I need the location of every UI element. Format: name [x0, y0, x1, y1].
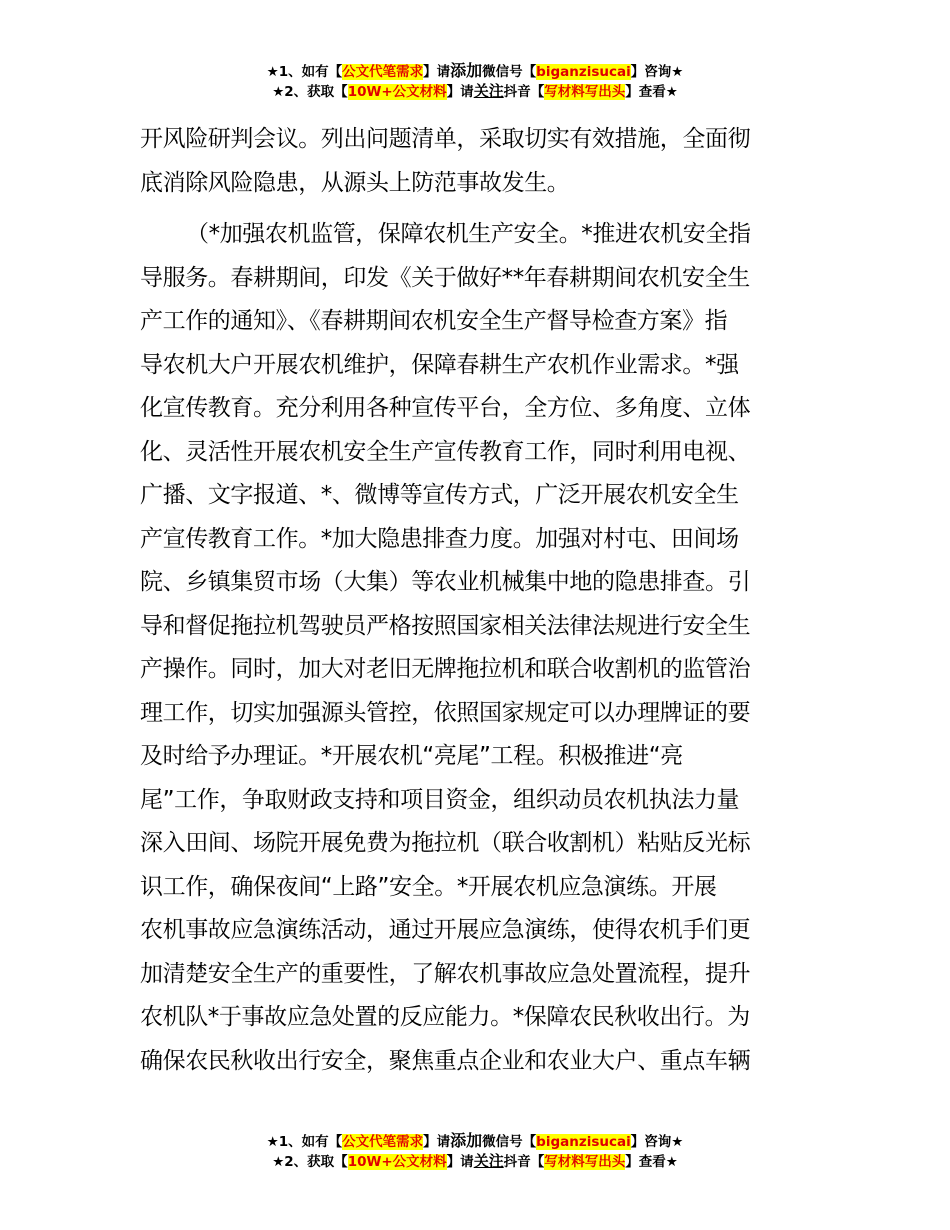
banner-line-2: ★2、获取【10W+公文材料】请关注抖音【写材料写出头】查看★ [272, 82, 678, 100]
banner-line-1: ★1、如有【公文代笔需求】请添加微信号【biganzisucai】咨询★ [266, 61, 684, 80]
text-line: 深入田间、场院开展免费为拖拉机（联合收割机）粘贴反光标 [140, 830, 751, 856]
banner-line-2: ★2、获取【10W+公文材料】请关注抖音【写材料写出头】查看★ [272, 1152, 678, 1170]
highlight-materials: 10W+公文材料 [347, 84, 447, 100]
paragraph-2 [140, 213, 820, 1083]
text-line: 院、乡镇集贸市场（大集）等农业机械集中地的隐患排查。引 [140, 569, 751, 595]
highlight-wechat-id: biganzisucai [536, 64, 631, 80]
text-line: 理工作，切实加强源头管控，依照国家规定可以办理牌证的要 [140, 699, 751, 726]
text-line: 产操作。同时，加大对老旧无牌拖拉机和联合收割机的监管治 [140, 656, 751, 682]
text-line: 化、灵活性开展农机安全生产宣传教育工作，同时利用电视、 [140, 438, 751, 465]
text-line: 导农机大户开展农机维护，保障春耕生产农机作业需求。*强 [140, 351, 739, 378]
text-line: 农机事故应急演练活动，通过开展应急演练，使得农机手们更 [140, 917, 751, 943]
highlight-ghostwriting: 公文代笔需求 [342, 1134, 424, 1150]
text-line: 识工作，确保夜间“上路”安全。*开展农机应急演练。开展 [140, 873, 717, 900]
text-line: 广播、文字报道、*、微博等宣传方式，广泛开展农机安全生 [140, 482, 739, 508]
highlight-wechat-id: biganzisucai [536, 1134, 631, 1150]
highlight-materials: 10W+公文材料 [347, 1154, 447, 1170]
text-line: 底消除风险隐患，从源头上防范事故发生。 [140, 169, 570, 196]
text-line: 农机队*于事故应急处置的反应能力。*保障农民秋收出行。为 [140, 1004, 750, 1030]
highlight-douyin-account: 写材料写出头 [544, 1154, 626, 1170]
body-text [140, 118, 820, 1083]
text-line: （*加强农机监管，保障农机生产安全。*推进农机安全指 [186, 221, 751, 247]
header-banner [0, 60, 950, 102]
text-line: 开风险研判会议。列出问题清单，采取切实有效措施，全面彻 [140, 126, 751, 152]
text-line: 导和督促拖拉机驾驶员严格按照国家相关法律法规进行安全生 [140, 612, 751, 639]
text-line: 导服务。春耕期间，印发《关于做好**年春耕期间农机安全生 [140, 264, 750, 291]
highlight-ghostwriting: 公文代笔需求 [342, 64, 424, 80]
text-line: 确保农民秋收出行安全，聚焦重点企业和农业大户、重点车辆 [140, 1047, 751, 1074]
text-line: 加清楚安全生产的重要性，了解农机事故应急处置流程，提升 [140, 960, 751, 987]
text-line: 及时给予办理证。*开展农机“亮尾”工程。积极推进“亮 [140, 743, 683, 769]
text-line: 产宣传教育工作。*加大隐患排查力度。加强对村屯、田间场 [140, 525, 739, 552]
text-line: 尾”工作，争取财政支持和项目资金，组织动员农机执法力量 [140, 786, 740, 813]
text-line: 产工作的通知》、《春耕期间农机安全生产督导检查方案》指 [140, 308, 728, 334]
footer-banner [0, 1130, 950, 1172]
banner-line-1: ★1、如有【公文代笔需求】请添加微信号【biganzisucai】咨询★ [266, 1131, 684, 1150]
text-line: 化宣传教育。充分利用各种宣传平台，全方位、多角度、立体 [140, 395, 751, 421]
highlight-douyin-account: 写材料写出头 [544, 84, 626, 100]
paragraph-1 [140, 118, 820, 205]
